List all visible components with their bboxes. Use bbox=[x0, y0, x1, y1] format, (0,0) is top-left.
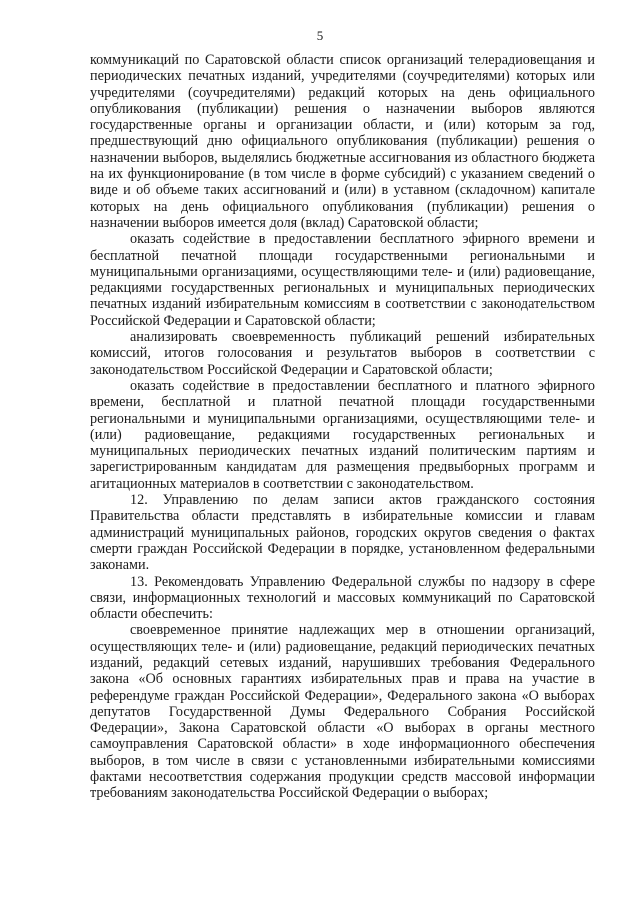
paragraph-analyze-publications: анализировать своевременность публикаций решений избирательных комиссий, итогов голосования и результатов выборов в соответствии с законодательством Российской Федерации и Саратовской области; bbox=[90, 329, 595, 378]
paragraph-item-12: 12. Управлению по делам записи актов гражданского состояния Правительства области представлять в избирательные комиссии и главам администраций муниципальных районов, городских округов сведения о фактах смерти граждан Российской Федерации в порядке, установленном федеральными законами. bbox=[90, 492, 595, 574]
page-number: 5 bbox=[316, 28, 324, 43]
paragraph-continuation: коммуникаций по Саратовской области список организаций телерадиовещания и периодических печатных изданий, учредителями (соучредителями) которых или учредителями (соучредителями) редакций которых на день официального опубликования (публикации) решения о назначении выборов являются государственные органы и организации области, и (или) которым за год, предшествующий дню официального опубликования (публикации) решения о назначении выборов, выделялись бюджетные ассигнования из областного бюджета на их функционирование (в том числе в форме субсидий) с указанием сведений о виде и об объеме таких ассигнований и (или) в уставном (складочном) капитале которых на день официального опубликования (публикации) решения о назначении выборов имеется доля (вклад) Саратовской области; bbox=[90, 52, 595, 231]
paragraph-timely-measures: своевременное принятие надлежащих мер в отношении организаций, осуществляющих теле- и (или) радиовещание, редакций периодических печатных изданий, редакций сетевых изданий, нарушивших требования Федерального закона «Об основных гарантиях избирательных прав и права на участие в референдуме граждан Российской Федерации», Федерального закона «О выборах депутатов Государственной Думы Федерального Собрания Российской Федерации», Закона Саратовской области «О выборах в органы местного самоуправления Саратовской области» в ходе информационного обеспечения выборов, в том числе в связи с установленными избирательными комиссиями фактами несоответствия содержания продукции средств массовой информации требованиям законодательства Российской Федерации о выборах; bbox=[90, 622, 595, 802]
document-body bbox=[90, 52, 595, 802]
paragraph-paid-airtime-parties: оказать содействие в предоставлении бесплатного и платного эфирного времени, бесплатной и платной печатной площади государственными региональными и муниципальными организациями, осуществляющими теле- и (или) радиовещание, редакциями государственных региональных и муниципальных периодических печатных изданий политическим партиям и зарегистрированным кандидатам для размещения предвыборных программ и агитационных материалов в соответствии с законодательством. bbox=[90, 377, 595, 492]
paragraph-item-13: 13. Рекомендовать Управлению Федеральной службы по надзору в сфере связи, информационных технологий и массовых коммуникаций по Саратовской области обеспечить: bbox=[90, 573, 595, 623]
paragraph-free-airtime-commissions: оказать содействие в предоставлении бесплатного эфирного времени и бесплатной печатной площади государственными региональными и муниципальными организациями, осуществляющими теле- и (или) радиовещание, редакциями государственных региональных и муниципальных периодических печатных изданий избирательным комиссиям в соответствии с законодательством Российской Федерации и Саратовской области; bbox=[90, 231, 595, 329]
